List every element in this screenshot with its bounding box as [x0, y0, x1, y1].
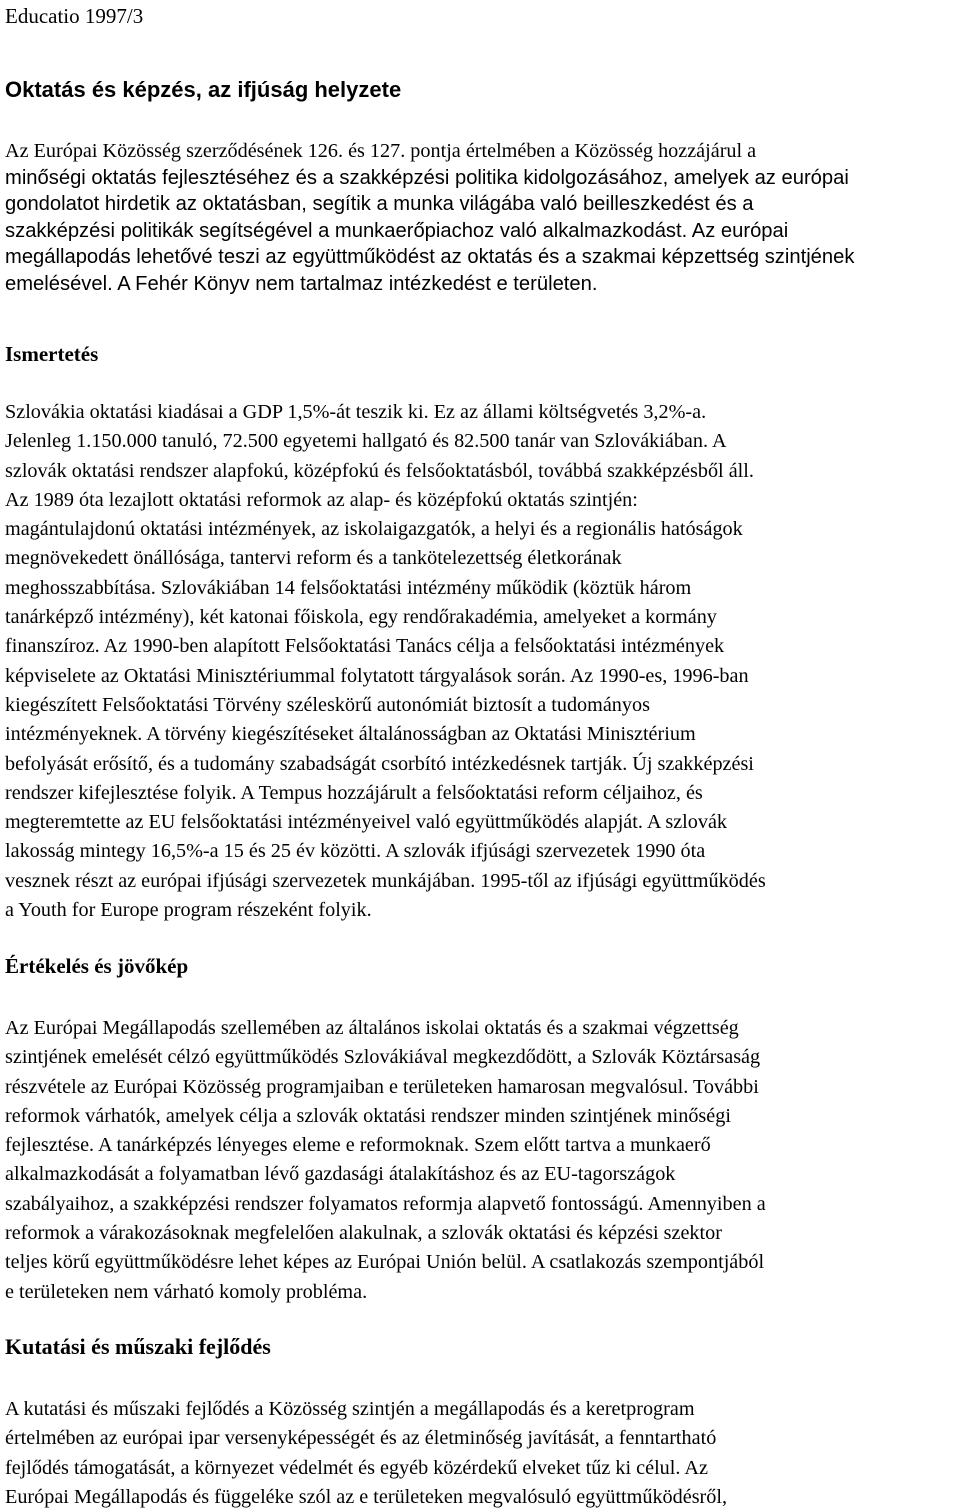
- text-line: szakképzési politikák segítségével a munkaerőpiachoz való alkalmazkodást. Az európai: [5, 219, 789, 242]
- text-line: szabályaihoz, a szakképzési rendszer folyamatos reformja alapvető fontosságú. Amennyiben a: [5, 1192, 766, 1215]
- text-line: e területeken nem várható komoly probléma.: [5, 1280, 368, 1303]
- text-line: reformok várhatók, amelyek célja a szlovák oktatási rendszer minden szintjének minőségi: [5, 1104, 731, 1127]
- ismertetes-paragraph: [5, 398, 957, 925]
- text-line: részvétele az Európai Közösség programjaiban e területeken hamarosan megvalósul. További: [5, 1075, 759, 1098]
- text-line: gondolatot hirdetik az oktatásban, segítik a munka világába való beilleszkedést és a: [5, 193, 754, 216]
- text-line: Jelenleg 1.150.000 tanuló, 72.500 egyetemi hallgató és 82.500 tanár van Szlovákiában. A: [5, 430, 727, 453]
- text-line: alkalmazkodását a folyamatban lévő gazdasági átalakításhoz és az EU-tagországok: [5, 1163, 676, 1186]
- section-heading-ismertetes: Ismertetés: [5, 342, 99, 366]
- text-line: fejlesztése. A tanárképzés lényeges eleme e reformoknak. Szem előtt tartva a munkaerő: [5, 1134, 711, 1157]
- text-line: kiegészített Felsőoktatási Törvény széleskörű autonómiát biztosít a tudományos: [5, 693, 650, 716]
- text-line: Szlovákia oktatási kiadásai a GDP 1,5%-át teszik ki. Ez az állami költségvetés 3,2%-a.: [5, 401, 707, 423]
- text-line: megteremtette az EU felsőoktatási intézményeivel való együttműködés alapját. A szlovák: [5, 811, 728, 834]
- text-line: szlovák oktatási rendszer alapfokú, középfokú és felsőoktatásból, továbbá szakképzésből áll.: [5, 459, 754, 482]
- text-line: Az Európai Megállapodás szellemében az általános iskolai oktatás és a szakmai végzettség: [5, 1017, 739, 1039]
- text-line: értelmében az európai ipar versenyképességét és az életminőség javítását, a fenntartható: [5, 1427, 717, 1450]
- text-line: befolyását erősítő, és a tudomány szabadságát csorbító intézkedésnek tartják. Új szakképzési: [5, 752, 754, 775]
- text-line: intézményeknek. A törvény kiegészítéseket általánosságban az Oktatási Minisztérium: [5, 723, 696, 746]
- text-line: Európai Megállapodás és függeléke szól az e területeken megvalósuló együttműködésről,: [5, 1485, 728, 1508]
- intro-paragraph: [5, 138, 957, 298]
- running-header: Educatio 1997/3: [5, 4, 144, 28]
- text-line: magántulajdonú oktatási intézmények, az iskolaigazgatók, a helyi és a regionális hatóságok: [5, 518, 743, 541]
- text-line: Az 1989 óta lezajlott oktatási reformok az alap- és középfokú oktatás szintjén:: [5, 488, 638, 511]
- section-heading-ertekeles: Értékelés és jövőkép: [5, 954, 189, 978]
- text-line: képviselete az Oktatási Minisztériummal folytatott tárgyalások során. Az 1990-es, 1996-ban: [5, 664, 749, 687]
- ertekeles-paragraph: [5, 1014, 957, 1307]
- text-line: a Youth for Europe program részeként folyik.: [5, 899, 372, 922]
- text-line: vesznek részt az európai ifjúsági szervezetek munkájában. 1995-től az ifjúsági együttműködés: [5, 869, 766, 892]
- text-line: tanárképző intézmény), két katonai főiskola, egy rendőrakadémia, amelyeket a kormány: [5, 606, 717, 629]
- text-line: reformok a várakozásoknak megfelelően alakulnak, a szlovák oktatási és képzési szektor: [5, 1222, 722, 1245]
- text-line: minőségi oktatás fejlesztéséhez és a szakképzési politika kidolgozásához, amelyek az európai: [5, 166, 849, 189]
- text-line: szintjének emelését célzó együttműködés Szlovákiával megkezdődött, a Szlovák Köztársaság: [5, 1046, 761, 1069]
- text-line: fejlődés támogatását, a környezet védelmét és egyéb közérdekű elveket tűz ki célul. Az: [5, 1456, 708, 1479]
- text-line: rendszer kifejlesztése folyik. A Tempus hozzájárult a felsőoktatási reform céljaihoz, és: [5, 781, 703, 804]
- text-line: megnövekedett önállósága, tantervi reform és a tankötelezettség életkorának: [5, 547, 622, 570]
- text-line: lakosság mintegy 16,5%-a 15 és 25 év közötti. A szlovák ifjúsági szervezetek 1990 óta: [5, 840, 706, 863]
- document-title: Oktatás és képzés, az ifjúság helyzete: [5, 77, 402, 102]
- text-line: teljes körű együttműködésre lehet képes az Európai Unión belül. A csatlakozás szempontjából: [5, 1251, 765, 1274]
- text-line: emelésével. A Fehér Könyv nem tartalmaz intézkedést e területen.: [5, 272, 598, 295]
- text-line: A kutatási és műszaki fejlődés a Közösség szintjén a megállapodás és a keretprogram: [5, 1398, 695, 1420]
- text-line: meghosszabbítása. Szlovákiában 14 felsőoktatási intézmény működik (köztük három: [5, 576, 692, 599]
- section-heading-kutatasi: Kutatási és műszaki fejlődés: [5, 1334, 271, 1359]
- kutatasi-paragraph: [5, 1395, 957, 1512]
- text-line: megállapodás lehetővé teszi az együttműködést az oktatás és a szakmai képzettség szintjének: [5, 246, 855, 269]
- text-line: finanszíroz. Az 1990-ben alapított Felsőoktatási Tanács célja a felsőoktatási intézmények: [5, 635, 725, 658]
- text-line: Az Európai Közösség szerződésének 126. és 127. pontja értelmében a Közösség hozzájárul a: [5, 140, 757, 162]
